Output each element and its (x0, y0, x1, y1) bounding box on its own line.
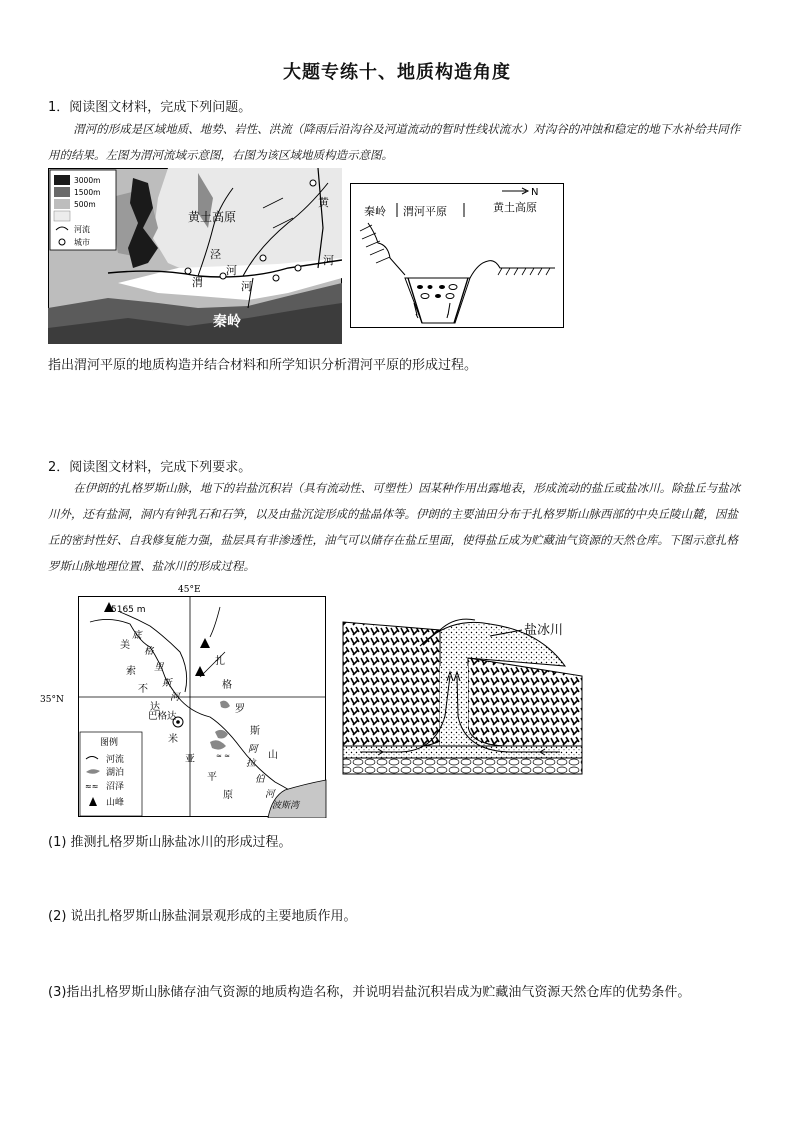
region-char: 不 (138, 684, 148, 695)
question-2-part-2: (2) 说出扎格罗斯山脉盐洞景观形成的主要地质作用。 (48, 909, 357, 924)
question-2-part-1: (1) 推测扎格罗斯山脉盐冰川的形成过程。 (48, 835, 292, 850)
baghdad-label: 巴格达 (148, 711, 177, 722)
legend-1500m: 1500m (74, 188, 101, 197)
loess-plateau-label: 黄土高原 (188, 210, 237, 224)
wei-river-basin-map (48, 168, 342, 344)
section-plain-label: 渭河平原 (403, 205, 447, 218)
arab-river-char: 河 (265, 789, 275, 800)
region-char: 平 (207, 772, 217, 783)
wei-label: 渭 (192, 276, 203, 289)
jing-label: 泾 (210, 248, 221, 261)
region-char: 原 (223, 790, 233, 801)
wei-he-label: 河 (241, 280, 252, 293)
region-char: 亚 (185, 754, 195, 765)
legend-3000m: 3000m (74, 176, 101, 185)
svg-text:≈ ≈: ≈ ≈ (216, 752, 230, 760)
question-2-part-3: (3)指出扎格罗斯山脉储存油气资源的地质构造名称，并说明岩盐沉积岩成为贮藏油气资源天然仓库的优势条件。 (48, 985, 691, 1000)
svg-text:≈≈: ≈≈ (85, 782, 99, 791)
region-char: 米 (168, 734, 178, 745)
jing-he-label: 河 (226, 264, 237, 277)
salt-glacier-diagram (340, 606, 588, 776)
question-1-prompt: 指出渭河平原的地质构造并结合材料和所学知识分析渭河平原的形成过程。 (48, 358, 478, 373)
region-char: 美 (120, 640, 130, 651)
huang-label: 黄 (318, 196, 329, 209)
tigris-char: 斯 (162, 678, 172, 689)
legend-500m: 500m (74, 200, 96, 209)
zagros-char: 扎 (215, 656, 225, 667)
persian-gulf-label: 波斯湾 (272, 801, 300, 811)
tigris-char: 河 (170, 692, 180, 703)
question-1-material: 渭河的形成是区域地质、地势、岩性、洪流（降雨后沿沟谷及河道流动的暂时性线状流水）对沟谷的冲蚀和稳定的地下水补给共同作用的结果。左图为渭河流域示意图，右图为该区域地质构造示意图。 (48, 122, 741, 162)
legend-marsh: 沼泽 (106, 782, 125, 792)
section-qinling-label: 秦岭 (364, 205, 386, 218)
question-2-material: 在伊朗的扎格罗斯山脉，地下的岩盐沉积岩（具有流动性、可塑性）因某种作用出露地表，形成流动的盐丘或盐冰川。除盐丘与盐冰川外，还有盐洞，洞内有钟乳石和石笋，以及由盐沉淀形成的盐晶体等。伊朗的主要油田分布于扎格罗斯山脉西部的中央丘陵山麓，因盐丘的密封性好、自我修复能力强，盐层具有非渗透性，油气可以储存在盐丘里面，使得盐丘成为贮藏油气资源的天然仓库。下图示意扎格罗斯山脉地理位置、盐冰川的形成过程。 (48, 481, 741, 573)
question-2-heading: 2．阅读图文材料，完成下列要求。 (48, 460, 252, 475)
zagros-char: 山 (268, 750, 278, 761)
zagros-char: 斯 (250, 726, 260, 737)
salt-glacier-label: 盐冰川 (524, 623, 564, 638)
peak-elevation-label: 5165 m (111, 605, 146, 615)
zagros-char: 格 (222, 680, 232, 691)
arab-river-char: 阿 (248, 744, 258, 755)
arab-river-char: 伯 (255, 774, 265, 785)
arab-river-char: 拉 (246, 758, 256, 769)
region-char: 达 (150, 702, 160, 713)
legend-lake: 湖泊 (106, 768, 125, 778)
longitude-label: 45°E (178, 585, 201, 595)
north-arrow-label: N (531, 187, 539, 198)
legend-title: 图例 (100, 738, 119, 748)
legend-peak: 山峰 (106, 798, 125, 808)
legend-river: 河流 (74, 225, 90, 234)
huang-he-label: 河 (323, 254, 334, 267)
qinling-label: 秦岭 (213, 314, 241, 330)
tigris-char: 格 (144, 646, 154, 657)
latitude-label: 35°N (40, 695, 64, 705)
region-char: 索 (126, 666, 136, 677)
page-title: 大题专练十、地质构造角度 (283, 62, 511, 83)
zagros-location-map (40, 582, 330, 818)
legend-city: 城市 (74, 238, 90, 247)
legend-river: 河流 (106, 755, 125, 765)
tigris-char: 里 (154, 662, 164, 673)
zagros-char: 罗 (235, 704, 245, 715)
wei-river-geologic-section (350, 183, 564, 328)
section-plateau-label: 黄土高原 (493, 201, 537, 214)
question-1-heading: 1．阅读图文材料，完成下列问题。 (48, 100, 252, 115)
tigris-char: 底 (132, 630, 142, 641)
